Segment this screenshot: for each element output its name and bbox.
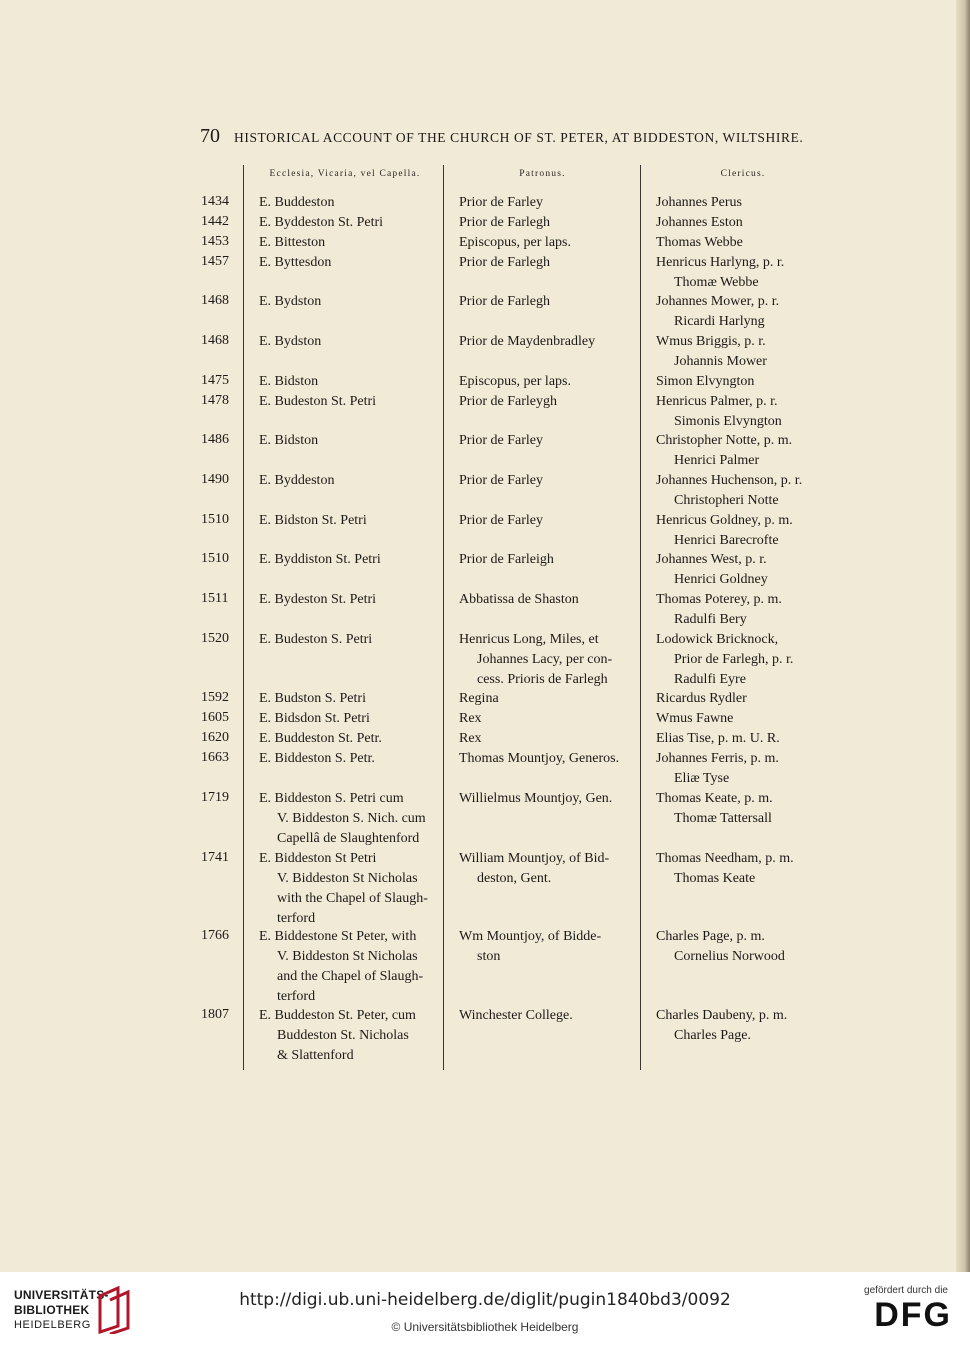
ecclesia-line: E. Byttesdon — [259, 255, 332, 270]
column-header-ecclesia: Ecclesia, Vicaria, vel Capella. — [269, 169, 421, 179]
clericus-line: Christopher Notte, p. m. — [656, 433, 793, 448]
row-ecclesia-cell — [259, 332, 321, 352]
ecclesia-line: E. Byddeston St. Petri — [259, 215, 384, 230]
ecclesia-line: E. Bydston — [259, 334, 322, 349]
row-ecclesia-cell — [259, 233, 325, 253]
patronus-line: Regina — [459, 691, 499, 706]
row-year: 1434 — [201, 194, 229, 209]
page-number: 70 — [200, 125, 220, 147]
ecclesia-line: E. Biddeston S. Petri cum — [259, 791, 404, 806]
row-year: 1520 — [201, 631, 229, 646]
clericus-line: Johannes West, p. r. — [656, 552, 767, 567]
clericus-line: Simonis Elvyngton — [674, 414, 782, 429]
clericus-line: Charles Page, p. m. — [656, 929, 765, 944]
ecclesia-line: E. Bydston — [259, 294, 322, 309]
row-year: 1468 — [201, 333, 229, 348]
ecclesia-line: E. Bydeston St. Petri — [259, 592, 377, 607]
patronus-line: Johannes Lacy, per con- — [477, 652, 613, 667]
patronus-line: ston — [477, 949, 501, 964]
ecclesia-line: terford — [277, 911, 316, 926]
row-ecclesia-cell — [259, 729, 382, 749]
ecclesia-line: E. Bidston St. Petri — [259, 513, 367, 528]
row-ecclesia-cell — [259, 471, 334, 491]
patronus-line: Prior de Farleigh — [459, 552, 554, 567]
clericus-line: Charles Page. — [674, 1028, 751, 1043]
ecclesia-line: E. Bidston — [259, 374, 319, 389]
row-year: 1478 — [201, 393, 229, 408]
ecclesia-line: E. Byddiston St. Petri — [259, 552, 381, 567]
clericus-line: Thomas Keate — [674, 871, 756, 886]
clericus-line: Thomas Needham, p. m. — [656, 851, 794, 866]
column-header-clericus: Clericus. — [720, 169, 766, 179]
clericus-line: Wmus Fawne — [656, 711, 734, 726]
row-ecclesia-cell — [259, 630, 372, 650]
row-year: 1620 — [201, 730, 229, 745]
clericus-line: Prior de Farlegh, p. r. — [674, 652, 794, 667]
column-rule-1 — [243, 165, 244, 1070]
library-line-3: HEIDELBERG — [14, 1319, 91, 1331]
copyright-notice: © Universitätsbibliothek Heidelberg — [391, 1320, 579, 1334]
row-clericus-cell — [656, 392, 782, 432]
row-year: 1766 — [201, 928, 229, 943]
row-year: 1442 — [201, 214, 229, 229]
clericus-line: Henricus Harlyng, p. r. — [656, 255, 785, 270]
row-year: 1468 — [201, 293, 229, 308]
clericus-line: Radulfi Eyre — [674, 672, 746, 687]
patronus-line: Abbatissa de Shaston — [459, 592, 579, 607]
row-ecclesia-cell — [259, 789, 426, 849]
ecclesia-line: Buddeston St. Nicholas — [277, 1028, 409, 1043]
ecclesia-line: E. Byddeston — [259, 473, 335, 488]
page-edge — [956, 0, 970, 1272]
clericus-line: Johannes Ferris, p. m. — [656, 751, 779, 766]
ecclesia-line: V. Biddeston St Nicholas — [277, 949, 418, 964]
row-year: 1807 — [201, 1007, 229, 1022]
clericus-line: Thomæ Tattersall — [674, 811, 772, 826]
clericus-line: Radulfi Bery — [674, 612, 747, 627]
patronus-line: Prior de Farley — [459, 473, 543, 488]
patronus-line: Prior de Farley — [459, 433, 543, 448]
row-patronus-cell — [459, 233, 571, 253]
row-ecclesia-cell — [259, 550, 381, 570]
ecclesia-line: E. Budston S. Petri — [259, 691, 366, 706]
clericus-line: Johannis Mower — [674, 354, 767, 369]
row-clericus-cell — [656, 233, 743, 253]
ecclesia-line: E. Bitteston — [259, 235, 326, 250]
clericus-line: Thomas Webbe — [656, 235, 743, 250]
row-ecclesia-cell — [259, 927, 423, 1007]
patronus-line: Winchester College. — [459, 1008, 573, 1023]
clericus-line: Henrici Barecrofte — [674, 533, 779, 548]
row-year: 1663 — [201, 750, 229, 765]
row-patronus-cell — [459, 927, 601, 967]
clericus-line: Johannes Eston — [656, 215, 743, 230]
clericus-line: Henrici Goldney — [674, 572, 768, 587]
patronus-line: Prior de Farlegh — [459, 215, 550, 230]
row-patronus-cell — [459, 511, 543, 531]
clericus-line: Ricardus Rydler — [656, 691, 747, 706]
ecclesia-line: E. Biddestone St Peter, with — [259, 929, 417, 944]
ecclesia-line: E. Budeston St. Petri — [259, 394, 377, 409]
row-patronus-cell — [459, 749, 619, 769]
row-ecclesia-cell — [259, 590, 376, 610]
patronus-line: Prior de Farlegh — [459, 255, 550, 270]
clericus-line: Simon Elvyngton — [656, 374, 755, 389]
row-ecclesia-cell — [259, 292, 321, 312]
row-ecclesia-cell — [259, 689, 366, 709]
funding-label: gefördert durch die — [864, 1285, 948, 1296]
row-patronus-cell — [459, 431, 543, 451]
row-ecclesia-cell — [259, 193, 334, 213]
ecclesia-line: E. Bidsdon St. Petri — [259, 711, 370, 726]
ecclesia-line: with the Chapel of Slaugh- — [277, 891, 428, 906]
row-clericus-cell — [656, 431, 792, 471]
row-patronus-cell — [459, 471, 543, 491]
row-patronus-cell — [459, 292, 550, 312]
row-year: 1490 — [201, 472, 229, 487]
row-year: 1719 — [201, 790, 229, 805]
row-clericus-cell — [656, 590, 782, 630]
row-patronus-cell — [459, 729, 482, 749]
row-patronus-cell — [459, 590, 579, 610]
row-ecclesia-cell — [259, 431, 318, 451]
row-year: 1510 — [201, 512, 229, 527]
patronus-line: Prior de Farley — [459, 513, 543, 528]
ecclesia-line: E. Buddeston — [259, 195, 335, 210]
clericus-line: Johannes Perus — [656, 195, 742, 210]
clericus-line: Thomas Keate, p. m. — [656, 791, 773, 806]
row-ecclesia-cell — [259, 511, 367, 531]
row-patronus-cell — [459, 253, 550, 273]
patronus-line: Prior de Farlegh — [459, 294, 550, 309]
clericus-line: Johannes Mower, p. r. — [656, 294, 780, 309]
patronus-line: Prior de Farley — [459, 195, 543, 210]
clericus-line: Lodowick Bricknock, — [656, 632, 779, 647]
row-patronus-cell — [459, 392, 557, 412]
patronus-line: Thomas Mountjoy, Generos. — [459, 751, 620, 766]
clericus-line: Elias Tise, p. m. U. R. — [656, 731, 780, 746]
row-clericus-cell — [656, 193, 742, 213]
row-clericus-cell — [656, 1006, 787, 1046]
row-clericus-cell — [656, 689, 747, 709]
row-patronus-cell — [459, 709, 482, 729]
row-ecclesia-cell — [259, 392, 376, 412]
ecclesia-line: E. Budeston S. Petri — [259, 632, 373, 647]
ecclesia-line: E. Buddeston St. Petr. — [259, 731, 382, 746]
row-ecclesia-cell — [259, 253, 331, 273]
ecclesia-line: V. Biddeston S. Nich. cum — [277, 811, 426, 826]
row-patronus-cell — [459, 1006, 573, 1026]
row-clericus-cell — [656, 292, 779, 332]
clericus-line: Charles Daubeny, p. m. — [656, 1008, 788, 1023]
ecclesia-line: E. Biddeston S. Petr. — [259, 751, 375, 766]
clericus-line: Wmus Briggis, p. r. — [656, 334, 766, 349]
column-rule-3 — [640, 165, 641, 1070]
row-clericus-cell — [656, 253, 784, 293]
row-patronus-cell — [459, 550, 554, 570]
clericus-line: Henricus Palmer, p. r. — [656, 394, 778, 409]
row-patronus-cell — [459, 789, 612, 809]
row-ecclesia-cell — [259, 709, 370, 729]
row-patronus-cell — [459, 332, 595, 352]
row-patronus-cell — [459, 849, 609, 889]
ecclesia-line: Capellâ de Slaughtenford — [277, 831, 420, 846]
ecclesia-line: E. Biddeston St Petri — [259, 851, 377, 866]
column-header-patronus: Patronus. — [519, 169, 566, 179]
patronus-line: cess. Prioris de Farlegh — [477, 672, 608, 687]
row-clericus-cell — [656, 471, 802, 511]
patronus-line: Rex — [459, 711, 482, 726]
clericus-line: Eliæ Tyse — [674, 771, 730, 786]
patronus-line: Prior de Farleygh — [459, 394, 557, 409]
clericus-line: Henricus Goldney, p. m. — [656, 513, 793, 528]
row-clericus-cell — [656, 849, 794, 889]
clericus-line: Thomæ Webbe — [674, 275, 759, 290]
row-clericus-cell — [656, 372, 754, 392]
ecclesia-line: and the Chapel of Slaugh- — [277, 969, 424, 984]
permalink-url[interactable]: http://digi.ub.uni-heidelberg.de/diglit/pugin1840bd3/0092 — [239, 1290, 731, 1310]
patronus-line: Rex — [459, 731, 482, 746]
row-clericus-cell — [656, 729, 780, 749]
patronus-line: William Mountjoy, of Bid- — [459, 851, 610, 866]
clericus-line: Henrici Palmer — [674, 453, 760, 468]
row-clericus-cell — [656, 550, 768, 590]
ecclesia-line: & Slattenford — [277, 1048, 354, 1063]
row-patronus-cell — [459, 630, 612, 690]
library-line-1: UNIVERSITÄTS- — [14, 1288, 109, 1302]
running-header — [200, 125, 820, 148]
clericus-line: Cornelius Norwood — [674, 949, 785, 964]
footer-bar — [0, 1272, 970, 1345]
row-year: 1605 — [201, 710, 229, 725]
dfg-logo: DFG — [874, 1296, 952, 1334]
row-ecclesia-cell — [259, 849, 428, 929]
header-title: HISTORICAL ACCOUNT OF THE CHURCH OF ST. PETER, AT BIDDESTON, WILTSHIRE. — [234, 130, 804, 145]
row-ecclesia-cell — [259, 372, 318, 392]
row-year: 1741 — [201, 850, 229, 865]
row-clericus-cell — [656, 630, 793, 690]
clericus-line: Christopheri Notte — [674, 493, 779, 508]
patronus-line: Episcopus, per laps. — [459, 235, 571, 250]
row-ecclesia-cell — [259, 213, 383, 233]
ecclesia-line: terford — [277, 989, 316, 1004]
row-patronus-cell — [459, 213, 550, 233]
row-patronus-cell — [459, 372, 571, 392]
row-year: 1453 — [201, 234, 229, 249]
patronus-line: Episcopus, per laps. — [459, 374, 571, 389]
row-patronus-cell — [459, 193, 543, 213]
row-clericus-cell — [656, 709, 733, 729]
row-clericus-cell — [656, 749, 779, 789]
library-line-2: BIBLIOTHEK — [14, 1303, 90, 1317]
column-rule-2 — [443, 165, 444, 1070]
ecclesia-line: E. Bidston — [259, 433, 319, 448]
row-year: 1510 — [201, 551, 229, 566]
clericus-line: Ricardi Harlyng — [674, 314, 765, 329]
row-year: 1457 — [201, 254, 229, 269]
row-year: 1511 — [201, 591, 229, 606]
row-year: 1486 — [201, 432, 229, 447]
ecclesia-line: V. Biddeston St Nicholas — [277, 871, 418, 886]
patronus-line: Willielmus Mountjoy, Gen. — [459, 791, 613, 806]
row-ecclesia-cell — [259, 749, 375, 769]
patronus-line: Henricus Long, Miles, et — [459, 632, 599, 647]
patronus-line: deston, Gent. — [477, 871, 552, 886]
clericus-line: Thomas Poterey, p. m. — [656, 592, 782, 607]
row-clericus-cell — [656, 927, 785, 967]
row-ecclesia-cell — [259, 1006, 416, 1066]
ecclesia-line: E. Buddeston St. Peter, cum — [259, 1008, 416, 1023]
row-clericus-cell — [656, 789, 773, 829]
clericus-line: Johannes Huchenson, p. r. — [656, 473, 803, 488]
row-year: 1475 — [201, 373, 229, 388]
row-year: 1592 — [201, 690, 229, 705]
row-clericus-cell — [656, 511, 793, 551]
row-patronus-cell — [459, 689, 499, 709]
patronus-line: Wm Mountjoy, of Bidde- — [459, 929, 602, 944]
row-clericus-cell — [656, 213, 743, 233]
patronus-line: Prior de Maydenbradley — [459, 334, 596, 349]
row-clericus-cell — [656, 332, 767, 372]
